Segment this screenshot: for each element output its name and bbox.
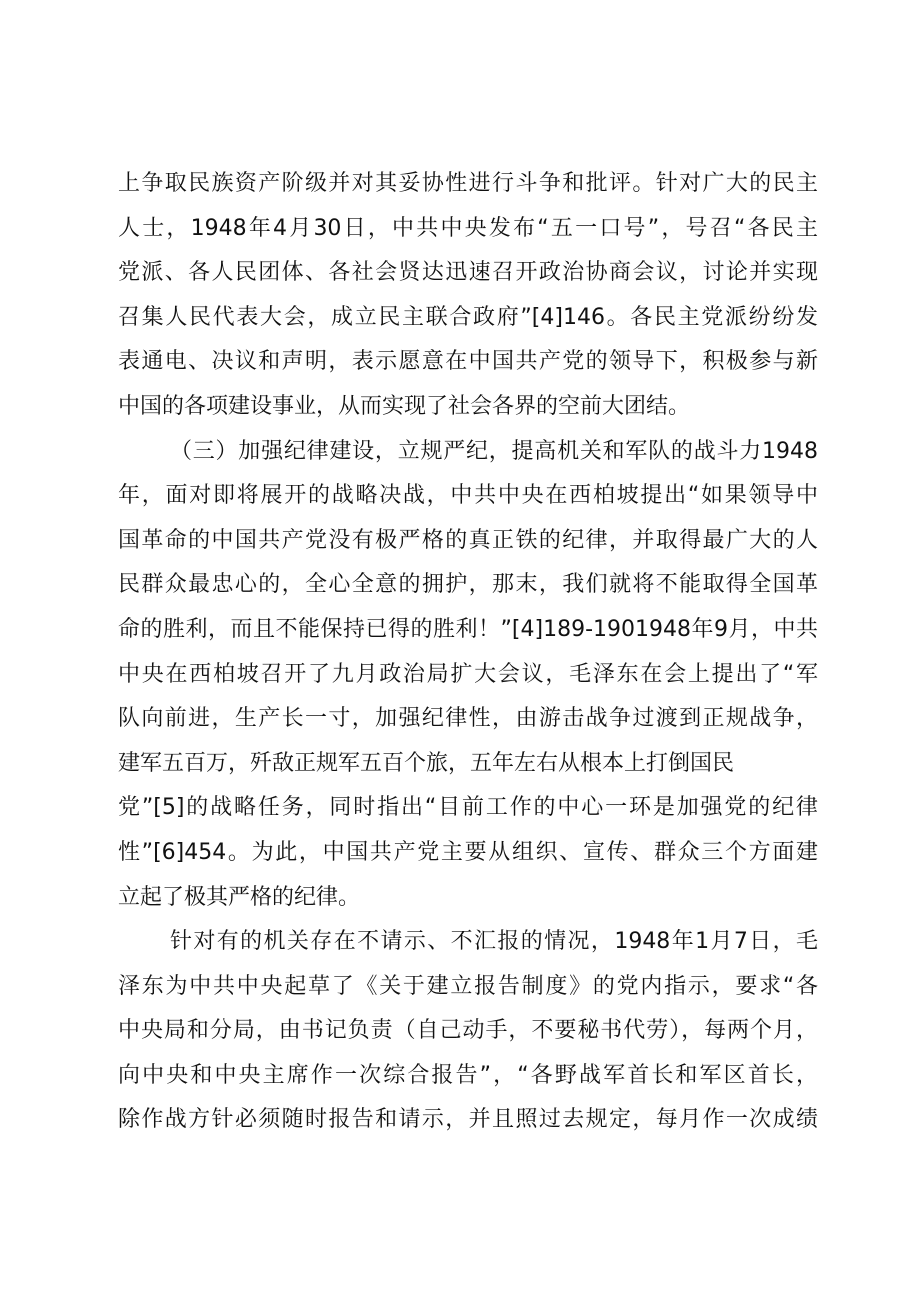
- text-line: 党派、各人民团体、各社会贤达迅速召开政治协商会议，讨论并实现: [118, 260, 818, 286]
- text-line: 民群众最忠心的，全心全意的拥护，那末，我们就将不能取得全国革: [118, 572, 818, 598]
- text-line: 召集人民代表大会，成立民主联合政府”[4]146。各民主党派纷纷发: [118, 304, 818, 330]
- text-line: 泽东为中共中央起草了《关于建立报告制度》的党内指示，要求“各: [118, 973, 818, 999]
- text-line: 党”[5]的战略任务，同时指出“目前工作的中心一环是加强党的纪律: [118, 795, 818, 821]
- text-line: 中央局和分局，由书记负责（自己动手，不要秘书代劳），每两个月，: [118, 1018, 818, 1044]
- text-line: 中央在西柏坡召开了九月政治局扩大会议，毛泽东在会上提出了“军: [118, 661, 818, 687]
- text-line: 中国的各项建设事业，从而实现了社会各界的空前大团结。: [118, 393, 691, 419]
- paragraph-first-line: 针对有的机关存在不请示、不汇报的情况，1948年1月7日，毛: [170, 929, 818, 955]
- text-line: 命的胜利，而且不能保持已得的胜利！”[4]189-1901948年9月，中共: [118, 616, 818, 642]
- text-line: 性”[6]454。为此，中国共产党主要从组织、宣传、群众三个方面建: [118, 839, 818, 865]
- section-heading-line: （三）加强纪律建设，立规严纪，提高机关和军队的战斗力1948: [170, 438, 818, 464]
- text-line: 队向前进，生产长一寸，加强纪律性，由游击战争过渡到正规战争，: [118, 706, 818, 732]
- text-line: 年，面对即将展开的战略决战，中共中央在西柏坡提出“如果领导中: [118, 483, 818, 509]
- text-line: 国革命的中国共产党没有极严格的真正铁的纪律，并取得最广大的人: [118, 527, 818, 553]
- body-text: [118, 162, 818, 1143]
- text-line: 立起了极其严格的纪律。: [118, 884, 361, 910]
- text-line: 人士，1948年4月30日，中共中央发布“五一口号”，号召“各民主: [118, 215, 818, 241]
- text-line: 除作战方针必须随时报告和请示，并且照过去规定，每月作一次成绩: [118, 1107, 818, 1133]
- text-line: 向中央和中央主席作一次综合报告”，“各野战军首长和军区首长，: [118, 1062, 818, 1088]
- text-line: 建军五百万，歼敌正规军五百个旅，五年左右从根本上打倒国民: [118, 750, 735, 776]
- text-line: 上争取民族资产阶级并对其妥协性进行斗争和批评。针对广大的民主: [118, 171, 818, 196]
- text-line: 表通电、决议和声明，表示愿意在中国共产党的领导下，积极参与新: [118, 349, 818, 375]
